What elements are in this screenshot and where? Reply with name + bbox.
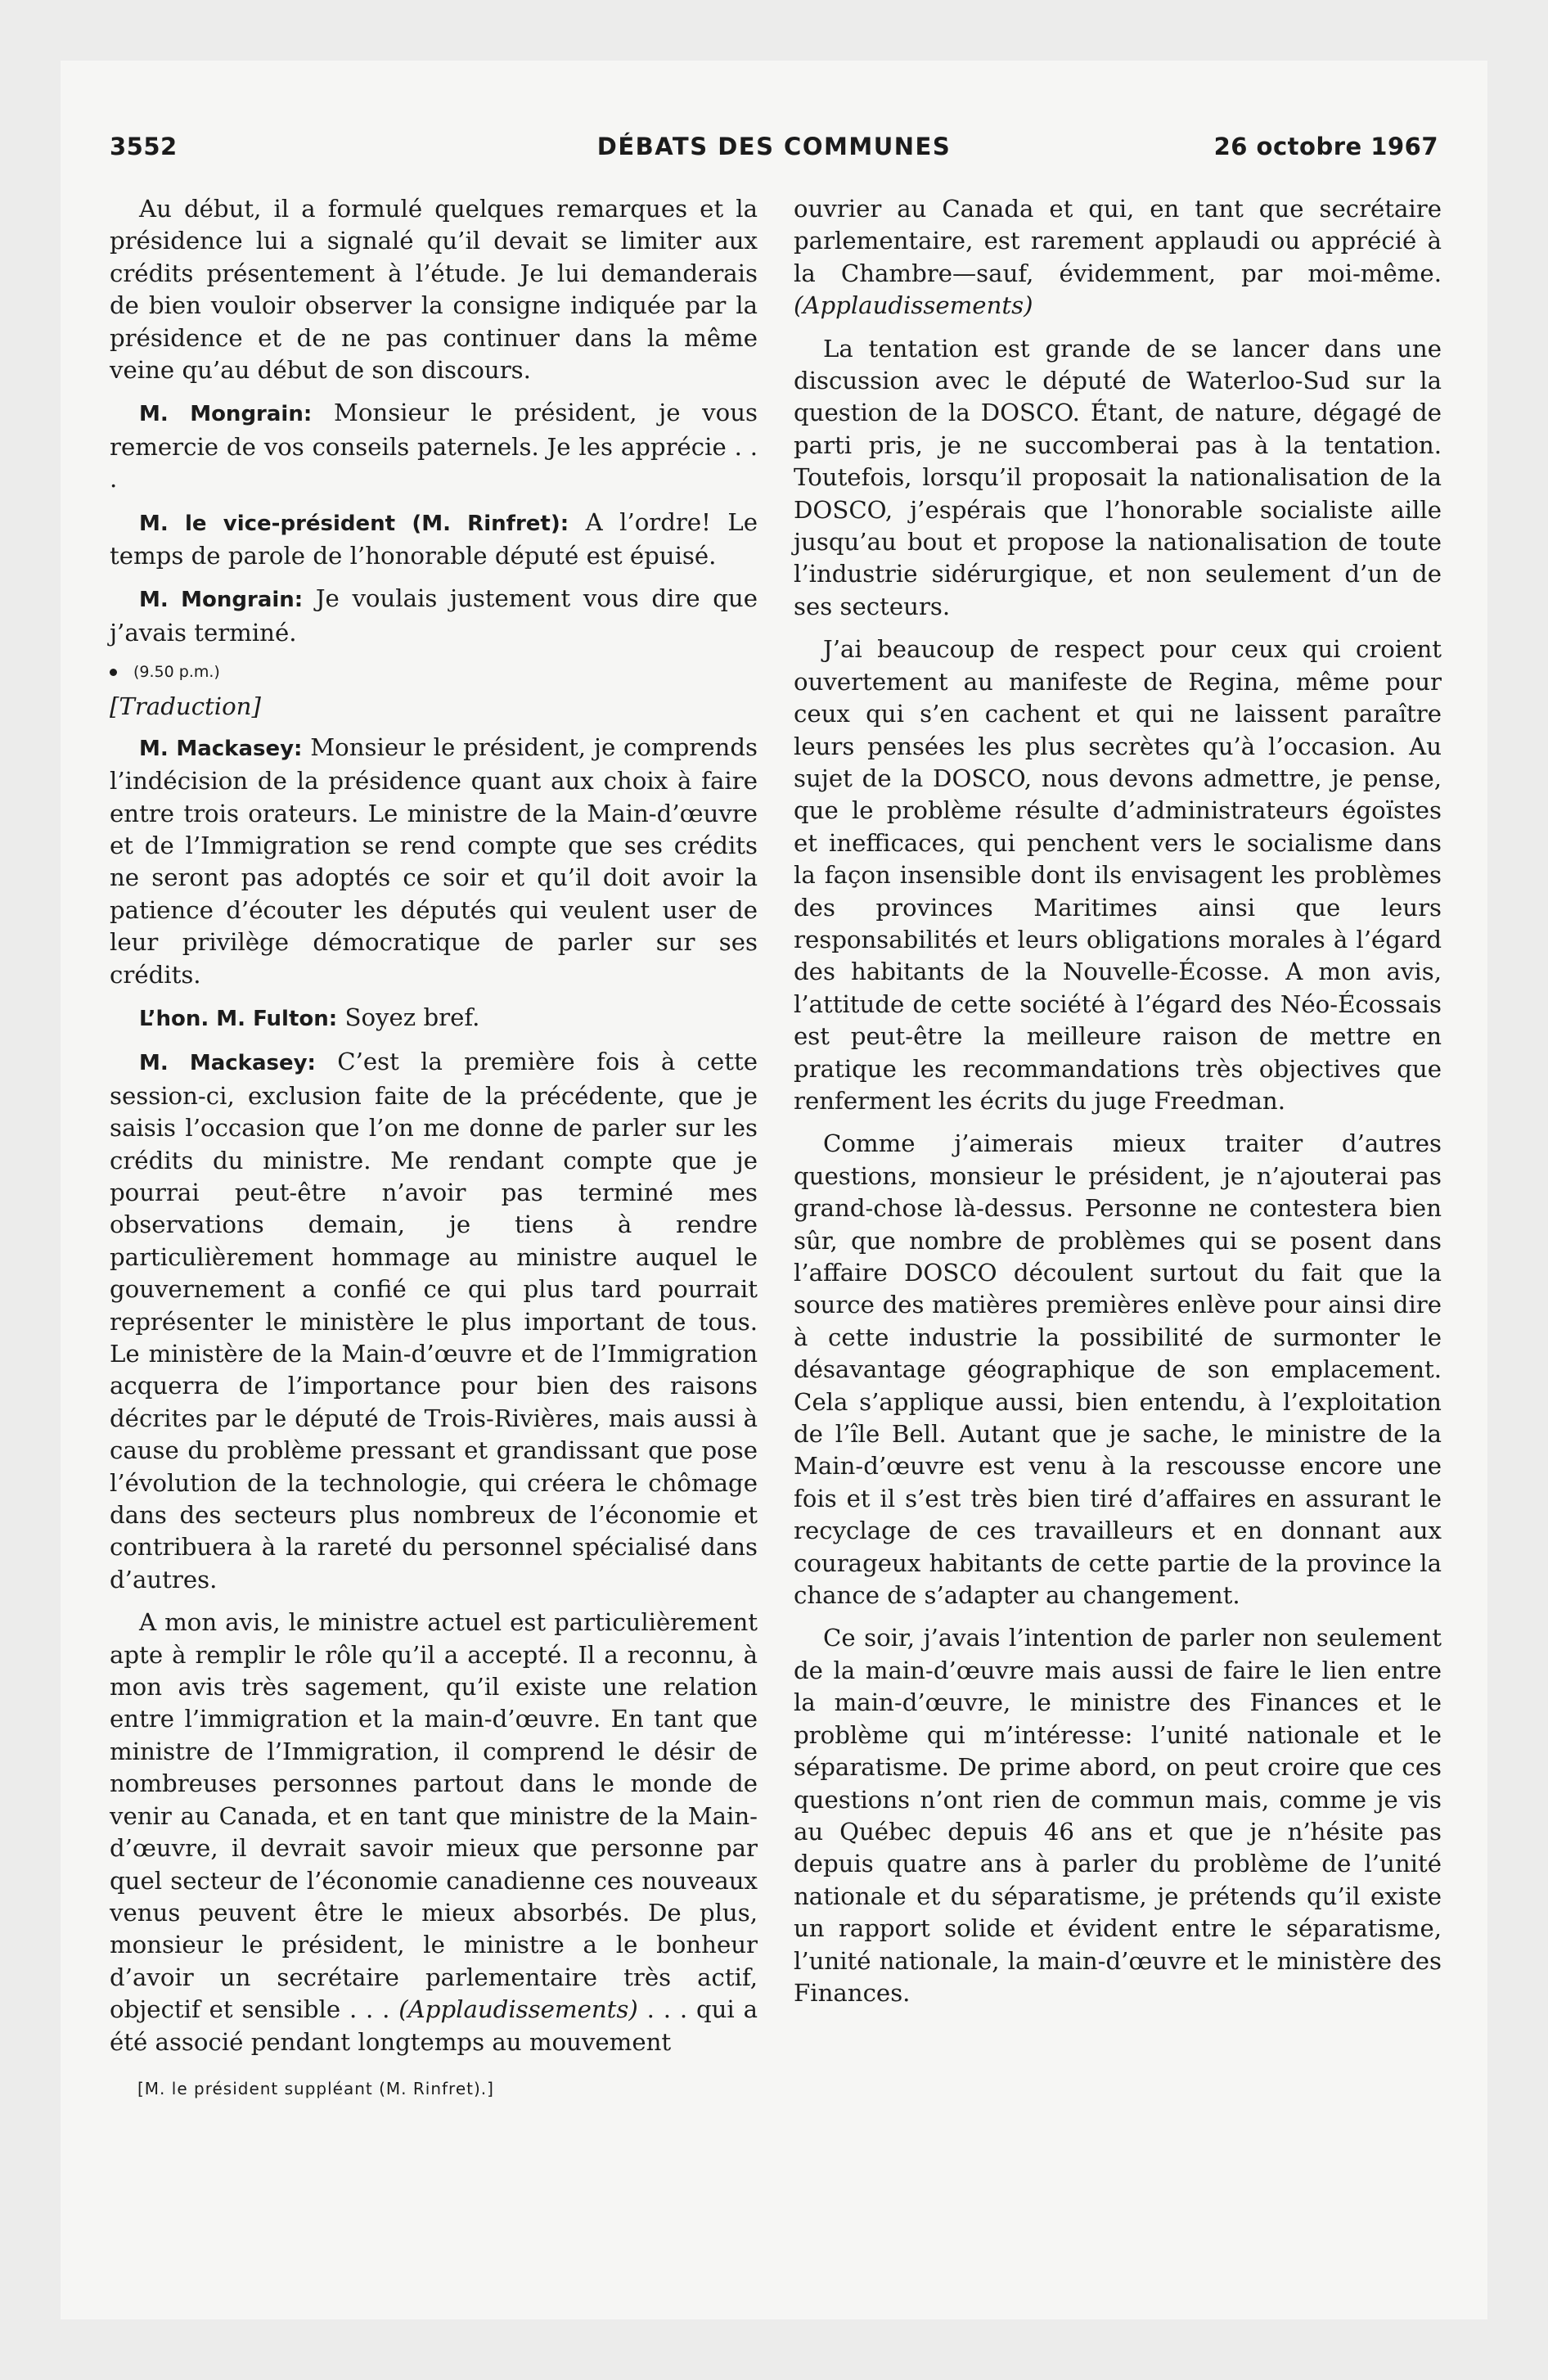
paragraph [110, 732, 758, 991]
speech-text: Soyez bref. [344, 1003, 480, 1031]
speaker-name: L’hon. M. Fulton: [139, 1006, 338, 1031]
speech-text: . . . qui a été associé pendant longtemps au mouvement [110, 1995, 758, 2056]
left-column [110, 193, 758, 2105]
paragraph [110, 1046, 758, 1596]
bullet-icon [110, 669, 117, 676]
paragraph [110, 583, 758, 649]
timestamp [110, 660, 758, 684]
page [61, 61, 1487, 2319]
applause-note: (Applaudissements) [794, 291, 1033, 320]
paragraph [110, 1607, 758, 2058]
paragraph: La tentation est grande de se lancer dans une discussion avec le député de Waterloo-Sud sur la question de la DOSCO. Étant, de nature, dégagé de parti pris, je ne succomberai pas à la tentation. Toutefois, lorsqu’il proposait la nationalisation de la DOSCO, j’espérais que l’honorable socialiste aille jusqu’au bout et propose la nationalisation de toute l’industrie sidérurgique, et non seulement d’un de ses secteurs. [794, 334, 1442, 620]
page-date: 26 octobre 1967 [1213, 133, 1438, 160]
page-header [110, 133, 1438, 170]
page-number: 3552 [110, 133, 178, 160]
paragraph [794, 193, 1442, 322]
speaker-name: M. Mongrain: [139, 402, 313, 427]
chair-footnote: [M. le président suppléant (M. Rinfret).] [137, 2078, 494, 2098]
paragraph [110, 1002, 758, 1035]
speech-text: C’est la première fois à cette session-ci, exclusion faite de la précédente, que je saisis l’occasion que l’on me donne de parler sur les crédits du ministre. Me rendant compte que je pourrai peut-être n’avoir pas terminé mes observations demain, je tiens à rendre particulièrement hommage au ministre auquel le gouvernement a confié ce qui plus tard pourrait représenter le ministère le plus important de tous. Le ministère de la Main-d’œuvre et de l’Immigration acquerra de l’importance pour bien des raisons décrites par le député de Trois-Rivières, mais aussi à cause du problème pressant et grandissant que pose l’évolution de la technologie, qui créera le chômage dans des secteurs plus nombreux de l’économie et contribuera à la rareté du personnel spécialisé dans d’autres. [110, 1048, 758, 1593]
paragraph [110, 507, 758, 573]
speech-text: Je voulais justement vous dire que j’avais terminé. [110, 584, 758, 647]
speech-text: A mon avis, le ministre actuel est particulièrement apte à remplir le rôle qu’il a accepté. Il a reconnu, à mon avis très sagement, qu’il existe une relation entre l’immigration et la main-d’œuvre. En tant que ministre de l’Immigration, il comprend le désir de nombreuses personnes partout dans le monde de venir au Canada, et en tant que ministre de la Main-d’œuvre, il devrait savoir mieux que personne par quel secteur de l’économie canadienne ces nouveaux venus peuvent être le mieux absorbés. De plus, monsieur le président, le ministre a le bonheur d’avoir un secrétaire parlementaire très actif, objectif et sensible . . . [110, 1608, 758, 2024]
paragraph: Ce soir, j’avais l’intention de parler non seulement de la main-d’œuvre mais aussi de faire le lien entre la main-d’œuvre, le ministre des Finances et le problème qui m’intéresse: l’unité nationale et le séparatisme. De prime abord, on peut croire que ces questions n’ont rien de commun mais, comme je vis au Québec depuis 46 ans et que je n’hésite pas depuis quatre ans à parler du problème de l’unité nationale et du séparatisme, je prétends qu’il existe un rapport solide et évident entre le séparatisme, l’unité nationale, la main-d’œuvre et le ministère des Finances. [794, 1624, 1442, 2007]
applause-note: (Applaudissements) [398, 1995, 638, 2024]
translation-marker: [Traduction] [110, 692, 261, 721]
speech-text: Monsieur le président, je vous remercie de vos conseils paternels. Je les apprécie . . . [110, 399, 758, 494]
speaker-name: M. Mackasey: [139, 736, 303, 761]
speech-text: Monsieur le président, je comprends l’indécision de la présidence quant aux choix à faire entre trois orateurs. Le ministre de la Main-d’œuvre et de l’Immigration se rend compte que ses crédits ne seront pas adoptés ce soir et qu’il doit avoir la patience d’écouter les députés qui veulent user de leur privilège démocratique de parler sur ses crédits. [110, 732, 758, 989]
paragraph [110, 397, 758, 495]
page-title: DÉBATS DES COMMUNES [596, 133, 952, 160]
timestamp-text: (9.50 p.m.) [133, 663, 220, 682]
paragraph: Comme j’aimerais mieux traiter d’autres questions, monsieur le président, je n’ajouterai pas grand-chose là-dessus. Personne ne contestera bien sûr, que nombre de problèmes qui se posent dans l’affaire DOSCO découlent surtout du fait que la source des matières premières enlève pour ainsi dire à cette industrie la possibilité de surmonter le désavantage géographique de son emplacement. Cela s’applique aussi, bien entendu, à l’exploitation de l’île Bell. Autant que je sache, le ministre de la Main-d’œuvre est venu à la rescousse encore une fois et il s’est très bien tiré d’affaires en assurant le recyclage de ces travailleurs et en donnant aux courageux habitants de cette partie de la province la chance de s’adapter au changement. [794, 1129, 1442, 1610]
speech-text: ouvrier au Canada et qui, en tant que secrétaire parlementaire, est rarement applaudi ou apprécié à la Chambre—sauf, évidemment, par moi-même. [794, 195, 1442, 287]
speaker-name: M. Mongrain: [139, 588, 304, 613]
right-column [794, 193, 1442, 2020]
paragraph: J’ai beaucoup de respect pour ceux qui croient ouvertement au manifeste de Regina, même pour ceux qui s’en cachent et qui ne laissent paraître leurs pensées les plus secrètes qu’à l’occasion. Au sujet de la DOSCO, nous devons admettre, je pense, que le problème résulte d’administrateurs égoïstes et inefficaces, qui penchent vers le socialisme dans la façon insensible dont ils envisagent les problèmes des provinces Maritimes ainsi que leurs responsabilités et leurs obligations morales à l’égard des habitants de la Nouvelle-Écosse. A mon avis, l’attitude de cette société à l’égard des Néo-Écossais est peut-être la meilleure raison de mettre en pratique les recommandations très objectives que renferment les écrits du juge Freedman. [794, 635, 1442, 1115]
speaker-name: M. le vice-président (M. Rinfret): [139, 511, 569, 536]
speech-text: A l’ordre! Le temps de parole de l’honorable député est épuisé. [110, 507, 758, 570]
speaker-name: M. Mackasey: [139, 1051, 316, 1076]
paragraph: Au début, il a formulé quelques remarques et la présidence lui a signalé qu’il devait se limiter aux crédits présentement à l’étude. Je lui demanderais de bien vouloir observer la consigne indiquée par la présidence et de ne pas continuer dans la même veine qu’au début de son discours. [110, 195, 758, 385]
